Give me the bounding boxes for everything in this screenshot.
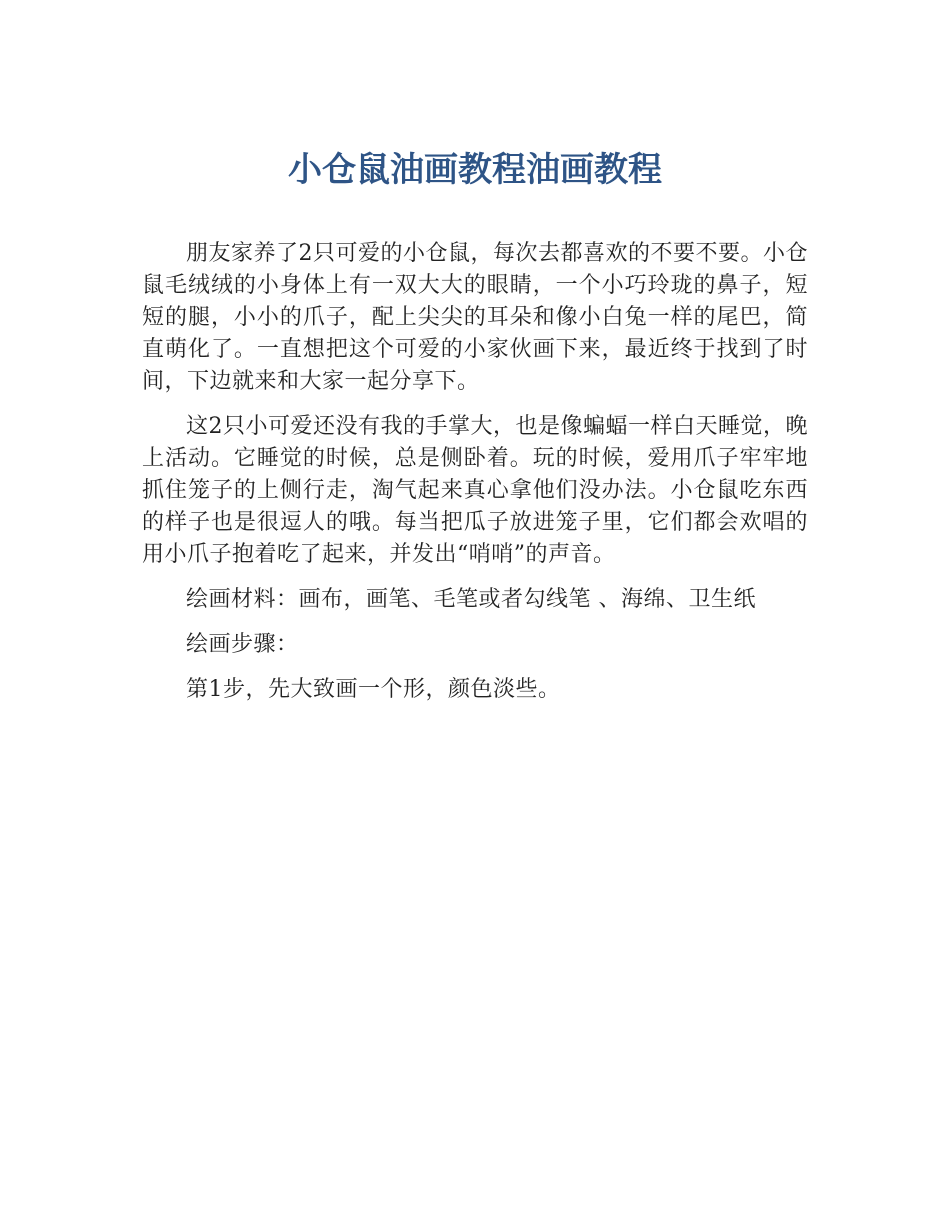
paragraph-steps-heading: 绘画步骤：: [186, 632, 299, 657]
paragraph-habits: 这2只小可爱还没有我的手掌大，也是像蝙蝠一样白天睡觉，晚上活动。它睡觉的时候，总是侧卧着。玩的时候，爱用爪子牢牢地抓住笼子的上侧行走，淘气起来真心拿他们没办法。小仓鼠吃东西的样子也是很逗人的哦。每当把瓜子放进笼子里，它们都会欢唱的用小爪子抱着吃了起来，并发出“哨哨”的声音。: [142, 414, 808, 567]
document-body: [142, 238, 808, 719]
paragraph-materials: 绘画材料：画布，画笔、毛笔或者勾线笔 、海绵、卫生纸: [186, 587, 756, 612]
page-title: 小仓鼠油画教程油画教程: [288, 150, 662, 190]
paragraph-intro: 朋友家养了2只可爱的小仓鼠，每次去都喜欢的不要不要。小仓鼠毛绒绒的小身体上有一双大大的眼睛，一个小巧玲珑的鼻子，短短的腿，小小的爪子，配上尖尖的耳朵和像小白兔一样的尾巴，简直萌化了。一直想把这个可爱的小家伙画下来，最近终于找到了时间，下边就来和大家一起分享下。: [142, 241, 808, 394]
paragraph-step-1: 第1步，先大致画一个形，颜色淡些。: [186, 677, 561, 702]
